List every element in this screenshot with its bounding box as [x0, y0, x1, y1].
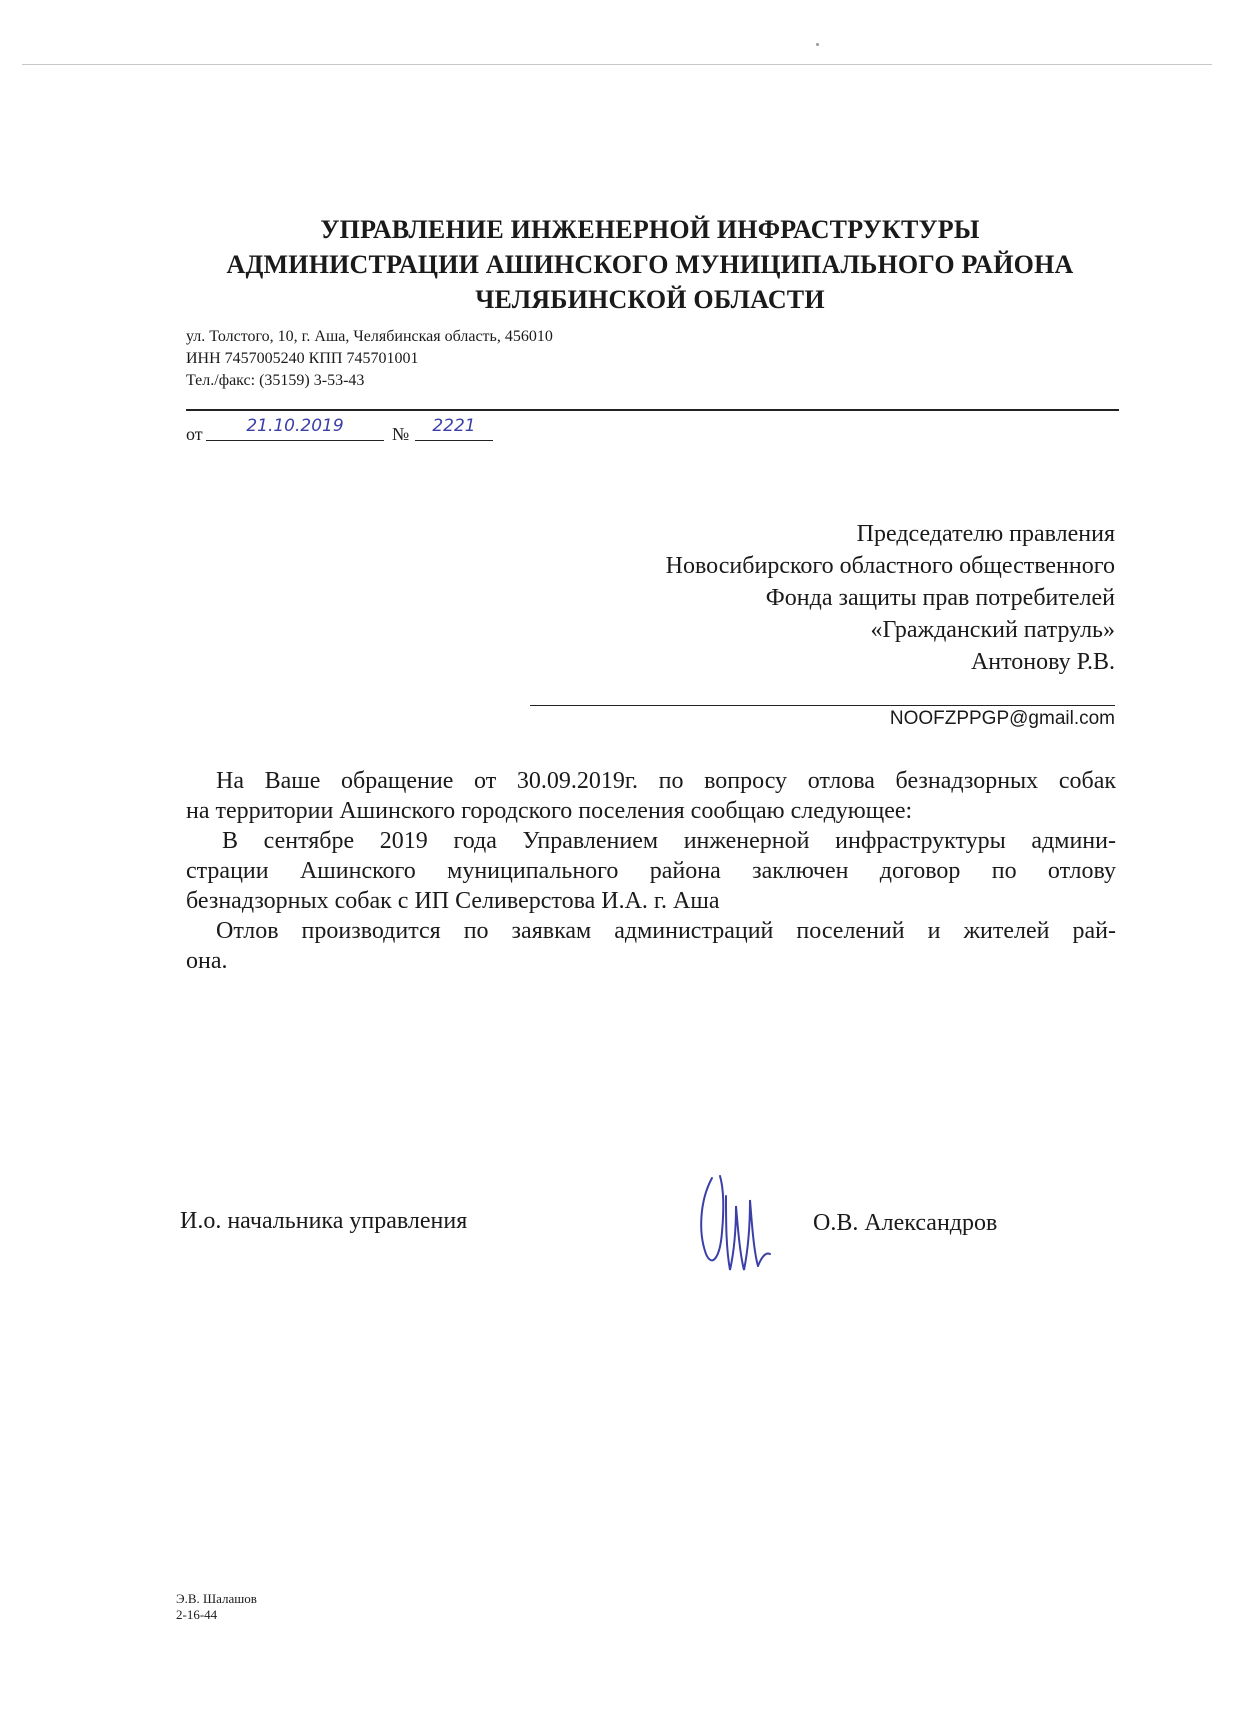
body-line: страции Ашинского муниципального района заключен договор по отлову: [186, 858, 1116, 884]
letterhead-divider: [186, 409, 1119, 411]
organization-inn-kpp: ИНН 7457005240 КПП 745701001: [186, 350, 419, 367]
addressee-line: Новосибирского областного общественного: [665, 553, 1115, 579]
signatory-position: И.о. начальника управления: [180, 1208, 468, 1234]
addressee-line: Антонову Р.В.: [970, 649, 1115, 675]
handwritten-signature-icon: [690, 1170, 790, 1280]
addressee-line: «Гражданский патруль»: [870, 617, 1115, 643]
organization-title: [150, 212, 1150, 317]
body-line: Отлов производится по заявкам администраций поселений и жителей рай-: [216, 918, 1116, 944]
letter-body: [186, 766, 1116, 976]
signatory-name: О.В. Александров: [813, 1210, 998, 1236]
handwritten-date: 21.10.2019: [206, 416, 384, 441]
body-line: она.: [186, 948, 228, 974]
body-line: на территории Ашинского городского поселения сообщаю следующее:: [186, 798, 913, 824]
organization-phone: Тел./факс: (35159) 3-53-43: [186, 372, 365, 389]
date-label: от: [186, 424, 203, 444]
scan-speck: [816, 43, 819, 46]
handwritten-number: 2221: [415, 416, 493, 441]
body-line: В сентябре 2019 года Управлением инженерной инфраструктуры админи-: [222, 828, 1116, 854]
organization-title-line: УПРАВЛЕНИЕ ИНЖЕНЕРНОЙ ИНФРАСТРУКТУРЫ: [320, 215, 980, 244]
organization-requisites: [186, 326, 553, 392]
executor-info: [176, 1591, 257, 1623]
addressee-divider: [530, 705, 1115, 706]
scan-top-rule: [22, 64, 1212, 65]
addressee-line: Председателю правления: [856, 521, 1115, 547]
number-label: №: [392, 424, 410, 444]
signature-block: [0, 1170, 1238, 1300]
organization-title-line: ЧЕЛЯБИНСКОЙ ОБЛАСТИ: [475, 285, 825, 314]
executor-phone: 2-16-44: [176, 1607, 218, 1622]
addressee-email: NOOFZPPGP@gmail.com: [889, 708, 1115, 729]
organization-address: ул. Толстого, 10, г. Аша, Челябинская область, 456010: [186, 328, 553, 345]
addressee-line: Фонда защиты прав потребителей: [765, 585, 1115, 611]
executor-name: Э.В. Шалашов: [176, 1591, 257, 1606]
body-line: На Ваше обращение от 30.09.2019г. по вопросу отлова безнадзорных собак: [216, 768, 1116, 794]
addressee-block: [666, 518, 1115, 678]
organization-title-line: АДМИНИСТРАЦИИ АШИНСКОГО МУНИЦИПАЛЬНОГО РАЙОНА: [226, 250, 1074, 279]
body-line: безнадзорных собак с ИП Селиверстова И.А. г. Аша: [186, 888, 720, 914]
